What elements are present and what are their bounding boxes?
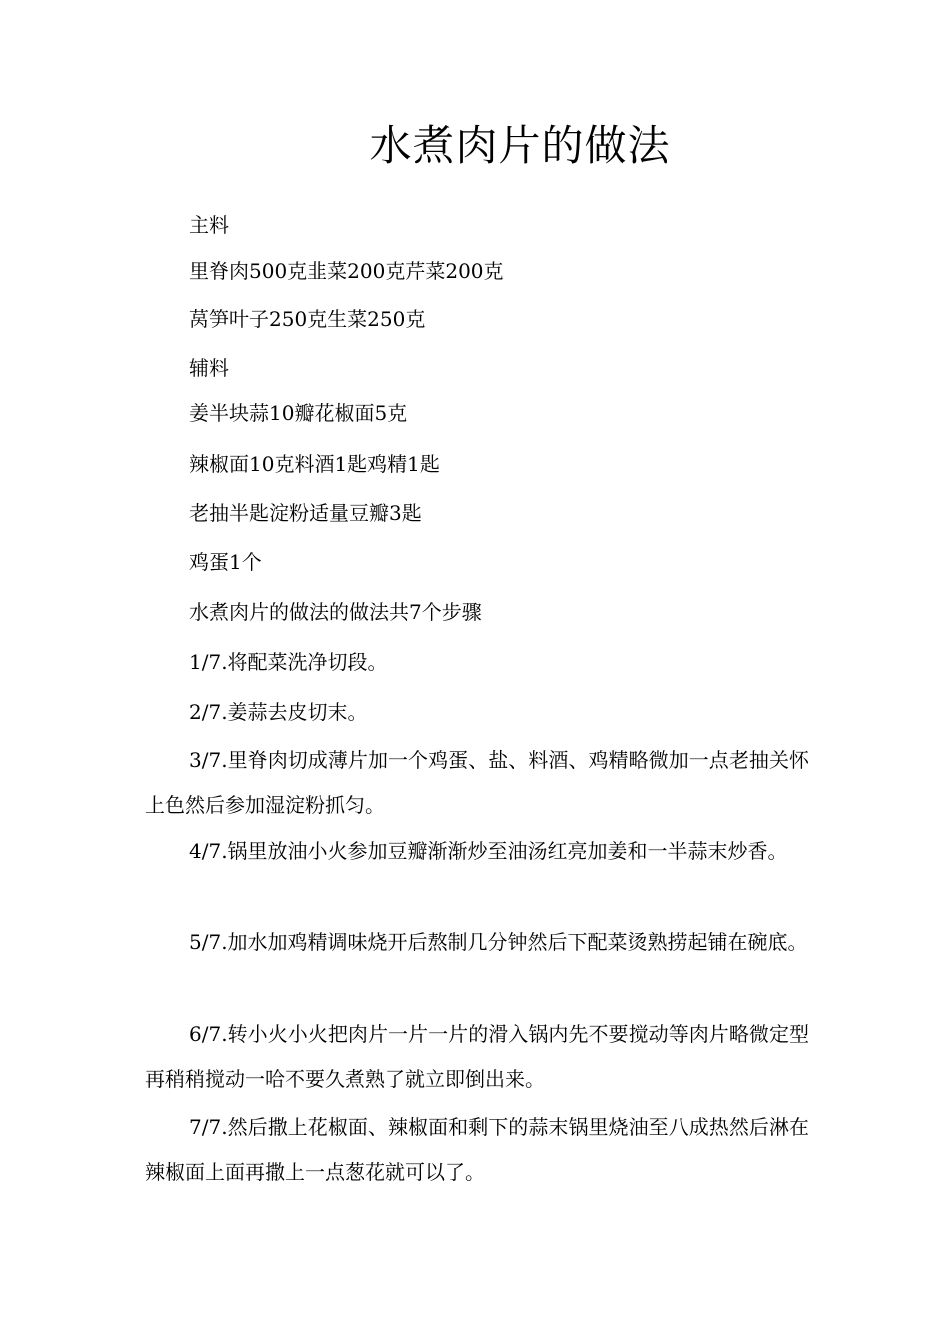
auxiliary-ingredient-line: 辣椒面10克料酒1匙鸡精1匙 (189, 452, 440, 476)
auxiliary-ingredient-line: 鸡蛋1个 (189, 550, 262, 574)
main-ingredients-heading: 主料 (189, 213, 229, 237)
main-ingredient-line: 莴笋叶子250克生菜250克 (189, 307, 426, 331)
auxiliary-ingredients-heading: 辅料 (189, 356, 229, 380)
auxiliary-ingredient-line: 老抽半匙淀粉适量豆瓣3匙 (189, 501, 422, 525)
steps-intro: 水煮肉片的做法的做法共7个步骤 (189, 600, 482, 624)
document-title: 水煮肉片的做法 (369, 121, 671, 170)
auxiliary-ingredient-line: 姜半块蒜10瓣花椒面5克 (189, 401, 408, 425)
step-item: 5/7.加水加鸡精调味烧开后熬制几分钟然后下配菜烫熟捞起铺在碗底。 (189, 930, 808, 954)
step-item: 6/7.转小火小火把肉片一片一片的滑入锅内先不要搅动等肉片略微定型再稍稍搅动一哈不要久煮熟了就立即倒出来。 (145, 1022, 809, 1091)
step-item: 7/7.然后撒上花椒面、辣椒面和剩下的蒜末锅里烧油至八成热然后淋在辣椒面上面再撒上一点葱花就可以了。 (145, 1115, 809, 1184)
step-item: 1/7.将配菜洗净切段。 (189, 650, 388, 674)
main-ingredient-line: 里脊肉500克韭菜200克芹菜200克 (189, 259, 504, 283)
step-item: 4/7.锅里放油小火参加豆瓣渐渐炒至油汤红亮加姜和一半蒜末炒香。 (189, 839, 788, 863)
step-item: 3/7.里脊肉切成薄片加一个鸡蛋、盐、料酒、鸡精略微加一点老抽关怀上色然后参加湿淀粉抓匀。 (145, 748, 809, 817)
step-item: 2/7.姜蒜去皮切末。 (189, 700, 368, 724)
